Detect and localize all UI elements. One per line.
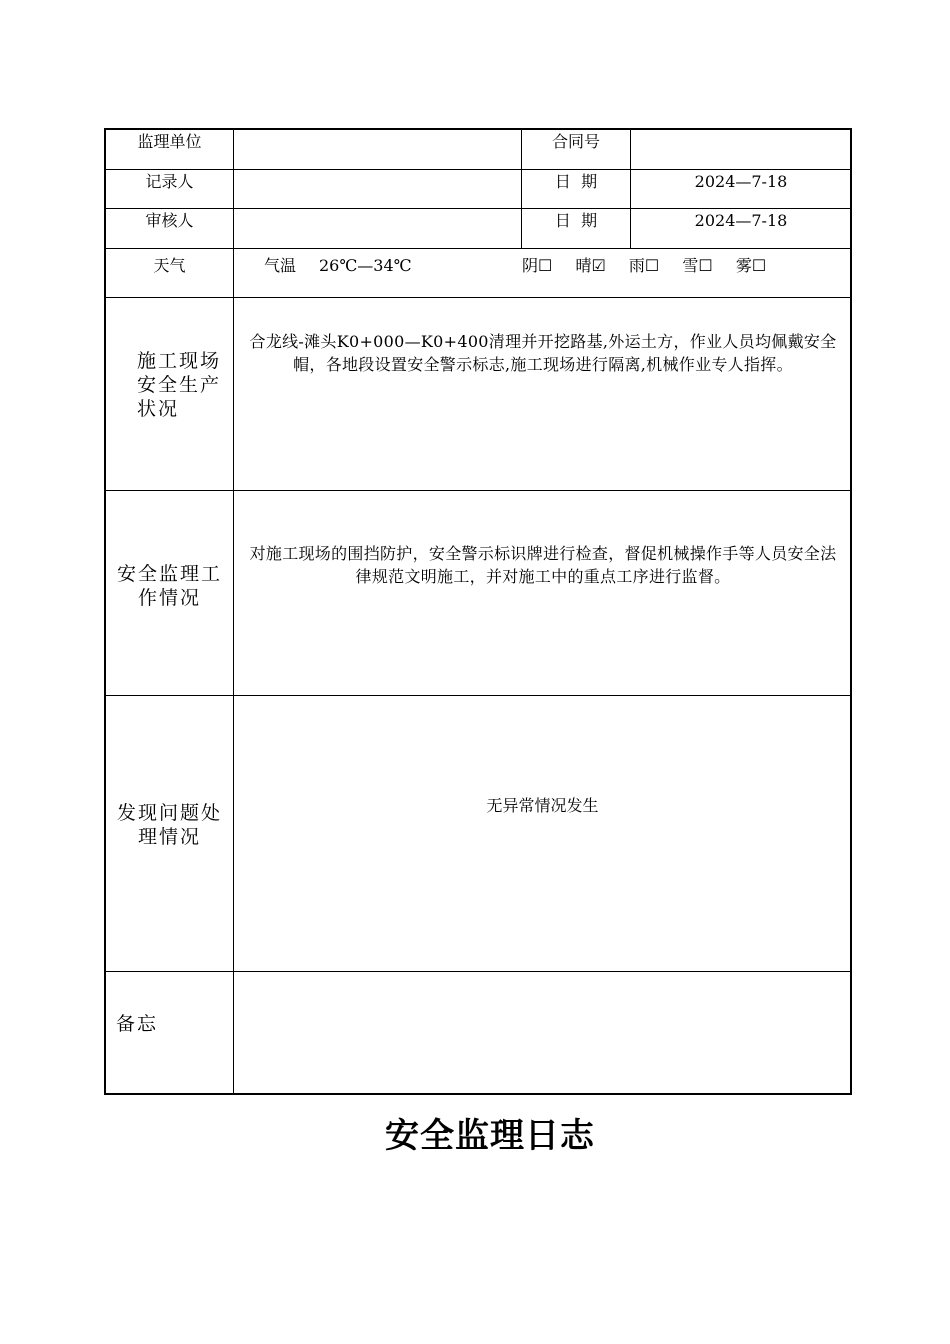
row-divider	[105, 208, 851, 209]
memo-label: 备忘	[116, 1013, 159, 1035]
issues-handling-text: 无异常情况发生	[486, 796, 599, 815]
site-safety-label-line: 状况	[137, 398, 180, 420]
column-divider	[233, 129, 234, 1094]
supervision-work-label-line: 作情况	[137, 587, 201, 609]
row-divider	[105, 248, 851, 249]
supervision-work-text: 对施工现场的围挡防护，安全警示标识牌进行检查，督促机械操作手等人员安全法律规范文明施工，并对施工中的重点工序进行监督。	[249, 544, 837, 586]
issues-handling-label-line: 发现问题处	[116, 802, 222, 824]
site-safety-label	[137, 349, 221, 421]
weather-options	[504, 255, 766, 277]
contract-number-value[interactable]	[633, 131, 849, 167]
supervision-work-label	[106, 562, 233, 610]
record-date-label: 日 期	[554, 172, 598, 191]
review-date-label: 日 期	[554, 211, 598, 230]
row-divider	[105, 971, 851, 972]
site-safety-label-line: 安全生产	[137, 374, 222, 396]
reviewer-label: 审核人	[145, 211, 194, 230]
row-divider	[105, 169, 851, 170]
memo-value[interactable]	[236, 974, 848, 1092]
temperature-value: 26℃—34℃	[319, 256, 412, 275]
review-date-value: 2024—7-18	[694, 211, 788, 230]
issues-handling-label	[106, 801, 233, 849]
reviewer-value[interactable]	[236, 210, 519, 246]
row-divider	[105, 490, 851, 491]
page-title: 安全监理日志	[385, 1116, 595, 1156]
weather-option-rain[interactable]: 雨☐	[628, 256, 660, 275]
site-safety-label-line: 施工现场	[137, 350, 222, 372]
recorder-label: 记录人	[145, 172, 194, 191]
issues-handling-label-line: 理情况	[137, 826, 201, 848]
recorder-value[interactable]	[236, 171, 519, 207]
temperature-label: 气温	[264, 256, 297, 275]
record-date-value: 2024—7-18	[694, 172, 788, 191]
contract-number-label: 合同号	[551, 132, 600, 151]
supervision-work-label-line: 安全监理工	[116, 563, 222, 585]
weather-option-snow[interactable]: 雪☐	[682, 256, 713, 275]
row-divider	[105, 297, 851, 298]
weather-option-sunny[interactable]: 晴☑	[575, 256, 606, 275]
site-safety-text: 合龙线-滩头K0+000—K0+400清理并开挖路基,外运土方，作业人员均佩戴安全帽，各地段设置安全警示标志,施工现场进行隔离,机械作业专人指挥。	[249, 332, 837, 374]
weather-label: 天气	[153, 256, 186, 275]
row-divider	[105, 695, 851, 696]
supervisor-unit-value[interactable]	[236, 131, 519, 167]
supervisor-unit-label: 监理单位	[137, 132, 202, 151]
weather-option-cloudy[interactable]: 阴☐	[522, 256, 553, 275]
weather-option-fog[interactable]: 雾☐	[735, 256, 767, 275]
